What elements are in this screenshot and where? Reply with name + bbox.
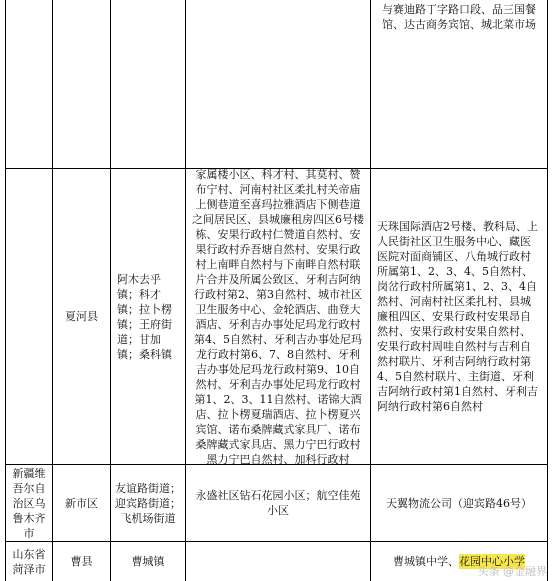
cell-venues-xinshi: 天翼物流公司（迎宾路46号） bbox=[386, 496, 532, 510]
cell-venues-caocheng: 曹城镇中学、 花园中心小学 bbox=[393, 555, 525, 568]
cell-communities-xinshi: 永盛社区钻石花园小区；航空佳苑小区 bbox=[195, 489, 361, 517]
highlighted-text: 花园中心小学 bbox=[459, 555, 525, 568]
table-border-right bbox=[547, 0, 548, 581]
cell-province-urumqi: 新疆维吾尔自治区乌鲁木齐市 bbox=[12, 466, 46, 540]
cell-county-xiahe: 夏河县 bbox=[65, 310, 98, 323]
cell-row1-venues bbox=[371, 2, 547, 62]
cell-district-xinshi: 新市区 bbox=[65, 496, 98, 510]
cell-town-caocheng: 曹城镇 bbox=[131, 555, 165, 568]
watermark: 头条 @金融界 bbox=[477, 565, 547, 578]
cell-county-caoxian: 曹县 bbox=[70, 555, 93, 568]
cell-streets-xinshi: 友谊路街道；迎宾路街道；飞机场街道 bbox=[115, 481, 181, 525]
cell-high-risk-areas-xiahe: 家属楼小区、科才村、其莫村、赞布宁村、河南村社区柔扎村关帝庙上侧巷道至喜玛拉雅酒店下侧巷道之间居民区、县城廉租房四区6号楼栋、安果行政村仁赞道自然村、安果行政村乔吾塘自然村、安果行政村上南畔自然村与下南畔自然村联片合并及所属公致区、牙利吉阿纳行政村第2、第3自然村、城市社区卫生服务中心、金轮酒店、曲登大酒店、牙利吉办事处尼玛龙行政村第4、5自然村、牙利吉办事处尼玛龙行政村第6、7、8自然村、牙利吉办事处尼玛龙行政村第9、10自然村、牙利吉办事处尼玛龙行政村第1、2、3、11自然村、诺锦大酒店、拉卜楞夏瑞酒店、拉卜楞夏兴宾馆、诺布桑牌藏式家具厂、诺布桑牌藏式家具店、黑力宁巴行政村黑力宁巴自然村、加科行政村 bbox=[192, 167, 364, 466]
cell-towns-xiahe: 阿木去乎镇；科才镇；拉卜楞镇；王府街道；甘加镇；桑科镇 bbox=[117, 272, 172, 361]
cell-province-heze: 山东省菏泽市 bbox=[12, 547, 46, 576]
cell-venues-xiahe: 天珠国际酒店2号楼、教科局、上人民街社区卫生服务中心、藏医医院对面商铺区、八角城行政村所属第1、2、3、4、5自然村、岗岔行政村所属第1、2、3、4自然村、河南村社区柔扎村、县城廉租四区、安果行政村安果昂自然村、安果行政村安果自然村、安果行政村周哇自然村与吉利自然村联片、牙利吉阿纳行政村第4、5自然村联片、主街道、牙利吉阿纳行政村第1自然村、牙利吉阿纳行政村第6自然村 bbox=[377, 220, 538, 413]
cell-text: 与赛迪路丁字路口段、品三国餐馆、达古商务宾馆、城北菜市场 bbox=[382, 3, 536, 31]
